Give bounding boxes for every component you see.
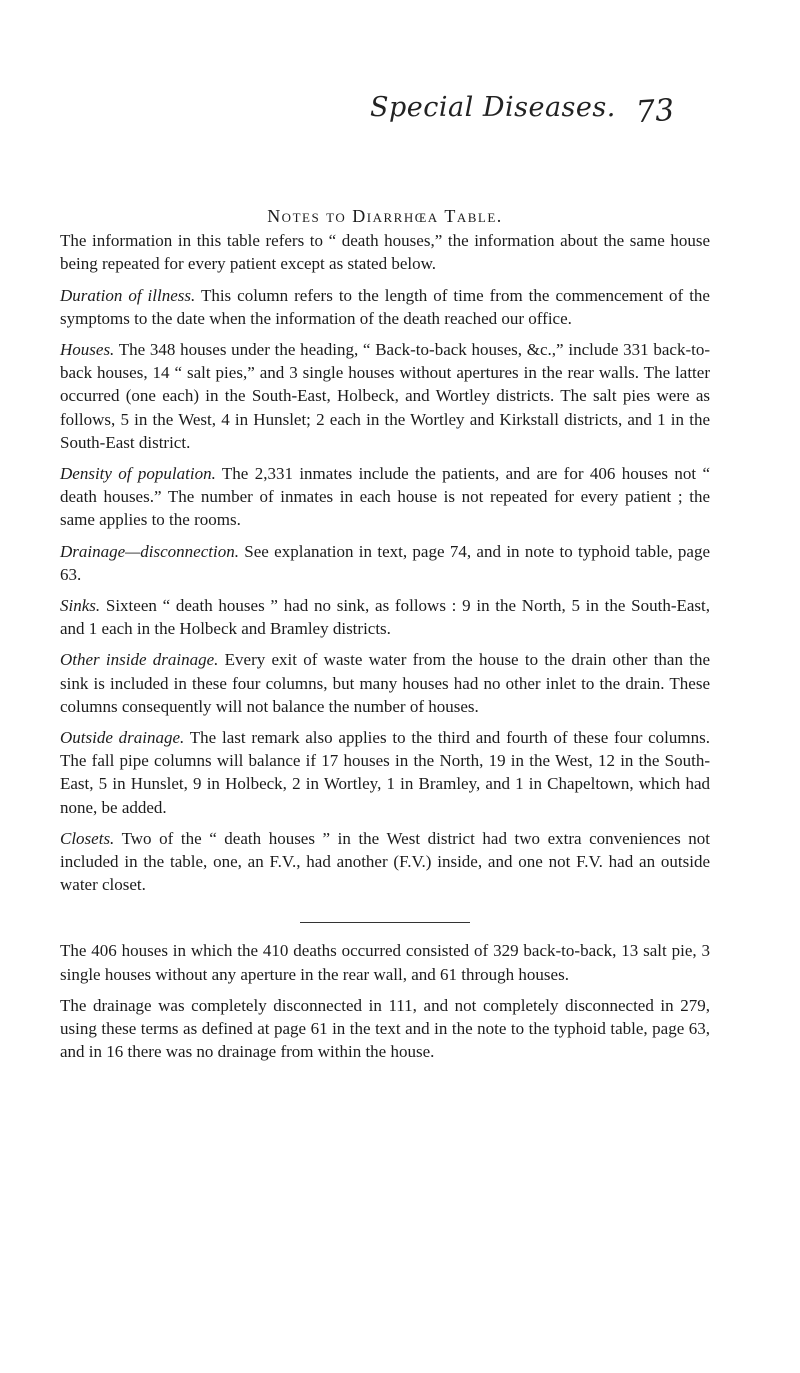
note-other-inside — [60, 648, 710, 718]
note-lead: Outside drainage. — [60, 728, 185, 748]
section-title: Notes to Diarrhœa Table. — [267, 206, 503, 226]
note-closets — [60, 827, 710, 897]
note-text: Every exit of waste water from the house to the drain other than the sink is included in these four columns, but many houses had no other inlet to the drain. These columns consequently will not balance the number of houses. — [60, 650, 710, 716]
note-text: This column refers to the length of time from the commencement of the symptoms to the date when the information of the death reached our office. — [60, 285, 710, 328]
note-text: The last remark also applies to the third and fourth of these four columns. The fall pipe columns will balance if 17 houses in the North, 19 in the West, 12 in the South-East, 5 in Hunslet, 9 in Holbeck, 2 in Wortley, 1 in Bramley, and 1 in Chapeltown, which had none, be added. — [60, 728, 710, 817]
note-lead: Houses. — [60, 340, 115, 360]
note-text: Sixteen “ death houses ” had no sink, as follows : 9 in the North, 5 in the South-East, and 1 each in the Holbeck and Bramley districts. — [60, 596, 710, 639]
note-outside — [60, 726, 710, 819]
note-text: The 2,331 inmates include the patients, and are for 406 houses not “ death houses.” The number of inmates in each house is not repeated for every patient ; the same applies to the rooms. — [60, 464, 711, 530]
note-text: The 348 houses under the heading, “ Back-to-back houses, &c.,” include 331 back-to-back houses, 14 “ salt pies,” and 3 single houses without apertures in the rear walls. The latter occurred (one each) in the South-East, Holbeck, and Wortley districts. The salt pies were as follows, 5 in the West, 4 in Hunslet; 2 each in the Wortley and Kirkstall districts, and 1 in the South-East district. — [60, 340, 710, 452]
intro-paragraph: The information in this table refers to “ death houses,” the information about the same house being repeated for every patient except as stated below. — [60, 231, 710, 274]
summary-paragraph-2: The drainage was completely disconnected in 111, and not completely disconnected in 279, using these terms as defined at page 61 in the text and in the note to the typhoid table, page 63, and in 16 there was no drainage from within the house. — [60, 995, 710, 1062]
note-lead: Density of population. — [60, 464, 216, 484]
note-text: See explanation in text, page 74, and in note to typhoid table, page 63. — [60, 541, 711, 584]
page-body — [60, 205, 710, 1072]
note-lead: Duration of illness. — [60, 285, 196, 305]
note-lead: Closets. — [60, 828, 115, 848]
note-duration — [60, 284, 710, 330]
running-head: Special Diseases. — [370, 92, 616, 123]
section-divider — [300, 922, 470, 923]
summary-paragraph-1: The 406 houses in which the 410 deaths occurred consisted of 329 back-to-back, 13 salt pie, 3 single houses without any aperture in the rear wall, and 61 through houses. — [60, 941, 710, 984]
page-header — [0, 90, 800, 150]
note-density — [60, 462, 710, 532]
note-houses — [60, 338, 710, 454]
note-drainage — [60, 540, 710, 586]
page-number: 73 — [634, 92, 676, 131]
note-lead: Drainage—disconnection. — [60, 541, 239, 561]
note-lead: Other inside drainage. — [60, 650, 219, 670]
note-lead: Sinks. — [60, 596, 101, 616]
note-text: Two of the “ death houses ” in the West district had two extra conveniences not included in the table, one, an F.V., had another (F.V.) inside, and one not F.V. had an outside water closet. — [60, 828, 710, 895]
note-sinks — [60, 594, 710, 640]
